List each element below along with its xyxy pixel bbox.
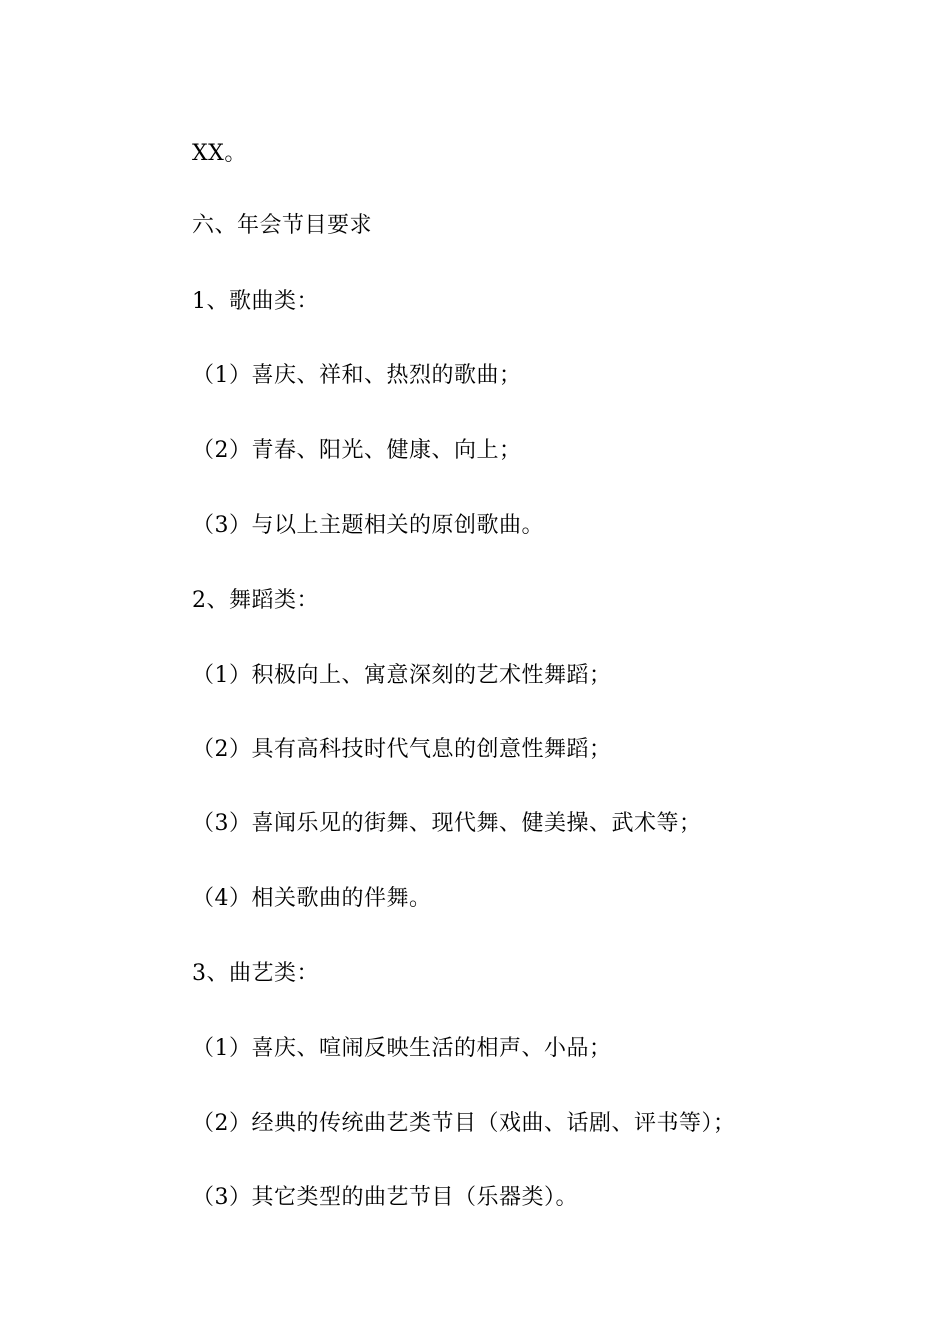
dance-item-2: （2）具有高科技时代气息的创意性舞蹈； xyxy=(192,737,612,762)
dance-item-3: （3）喜闻乐见的街舞、现代舞、健美操、武术等； xyxy=(192,811,702,836)
section-heading: 六、年会节目要求 xyxy=(192,213,373,238)
quyi-item-1: （1）喜庆、喧闹反映生活的相声、小品； xyxy=(192,1036,612,1061)
category-heading-dance: 2、舞蹈类： xyxy=(192,588,319,613)
dance-item-4: （4）相关歌曲的伴舞。 xyxy=(192,886,432,911)
songs-item-3: （3）与以上主题相关的原创歌曲。 xyxy=(192,513,544,538)
continuation-text: XX。 xyxy=(192,141,247,166)
quyi-item-3: （3）其它类型的曲艺节目（乐器类）。 xyxy=(192,1185,578,1210)
category-heading-songs: 1、歌曲类： xyxy=(192,289,319,314)
quyi-item-2: （2）经典的传统曲艺类节目（戏曲、话剧、评书等）； xyxy=(192,1111,736,1136)
dance-item-1: （1）积极向上、寓意深刻的艺术性舞蹈； xyxy=(192,663,612,688)
category-heading-quyi: 3、曲艺类： xyxy=(192,961,319,986)
songs-item-1: （1）喜庆、祥和、热烈的歌曲； xyxy=(192,363,522,388)
songs-item-2: （2）青春、阳光、健康、向上； xyxy=(192,438,522,463)
